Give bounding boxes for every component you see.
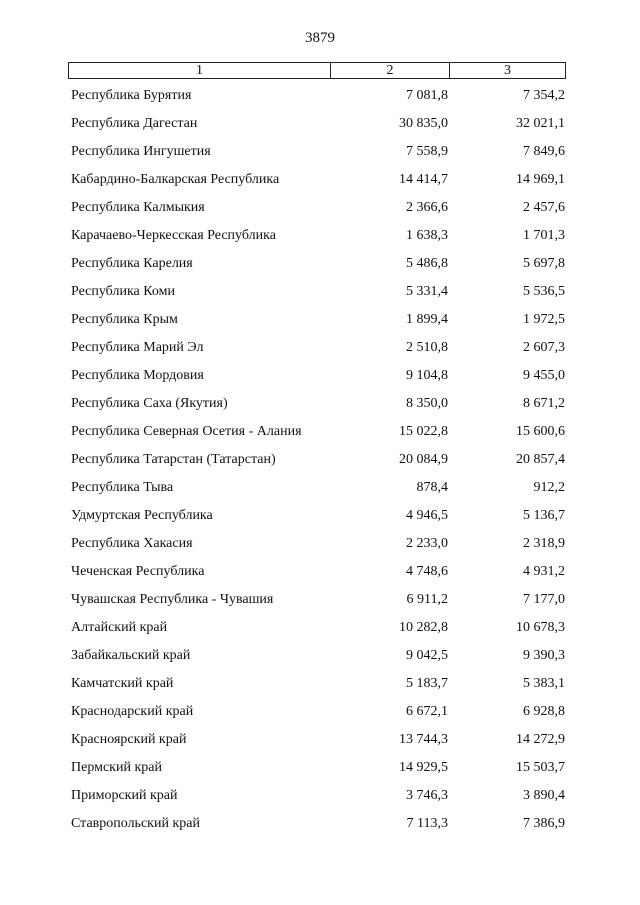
value-col3: 8 671,2 [523, 396, 565, 411]
table-row [68, 586, 566, 614]
value-col2: 9 042,5 [406, 648, 448, 663]
table-row [68, 474, 566, 502]
table-row [68, 390, 566, 418]
value-col2: 8 350,0 [406, 396, 448, 411]
region-name: Республика Мордовия [71, 368, 204, 383]
value-col3: 9 390,3 [523, 648, 565, 663]
region-name: Республика Карелия [71, 256, 193, 271]
region-name: Республика Хакасия [71, 536, 193, 551]
value-col3: 912,2 [533, 480, 565, 495]
value-col3: 5 697,8 [523, 256, 565, 271]
value-col2: 878,4 [416, 480, 448, 495]
value-col2: 5 331,4 [406, 284, 448, 299]
table-row [68, 558, 566, 586]
table-row [68, 166, 566, 194]
value-col3: 15 503,7 [516, 760, 565, 775]
table-row [68, 334, 566, 362]
region-name: Приморский край [71, 788, 178, 803]
table-row [68, 782, 566, 810]
value-col2: 4 946,5 [406, 508, 448, 523]
table-body [68, 82, 566, 838]
table-row [68, 278, 566, 306]
value-col2: 13 744,3 [399, 732, 448, 747]
value-col2: 15 022,8 [399, 424, 448, 439]
table-row [68, 726, 566, 754]
value-col3: 5 383,1 [523, 676, 565, 691]
table-header [68, 62, 566, 79]
value-col2: 6 911,2 [406, 592, 448, 607]
table-row [68, 446, 566, 474]
value-col3: 3 890,4 [523, 788, 565, 803]
value-col2: 7 081,8 [406, 88, 448, 103]
page-number: 3879 [305, 30, 335, 46]
value-col3: 1 972,5 [523, 312, 565, 327]
table-row [68, 670, 566, 698]
table-row [68, 110, 566, 138]
value-col2: 20 084,9 [399, 452, 448, 467]
value-col2: 14 929,5 [399, 760, 448, 775]
region-name: Республика Марий Эл [71, 340, 204, 355]
region-name: Республика Крым [71, 312, 178, 327]
value-col2: 2 233,0 [406, 536, 448, 551]
value-col3: 9 455,0 [523, 368, 565, 383]
value-col3: 7 354,2 [523, 88, 565, 103]
region-name: Республика Тыва [71, 480, 174, 495]
value-col3: 1 701,3 [523, 228, 565, 243]
table-row [68, 306, 566, 334]
value-col3: 5 536,5 [523, 284, 565, 299]
region-name: Забайкальский край [71, 648, 191, 663]
region-name: Республика Дагестан [71, 116, 198, 131]
column-header-1: 1 [69, 63, 331, 78]
value-col2: 5 183,7 [406, 676, 448, 691]
value-col3: 7 177,0 [523, 592, 565, 607]
value-col2: 5 486,8 [406, 256, 448, 271]
table-row [68, 642, 566, 670]
region-name: Республика Саха (Якутия) [71, 396, 228, 411]
value-col2: 1 899,4 [406, 312, 448, 327]
table-row [68, 418, 566, 446]
table-row [68, 194, 566, 222]
value-col3: 6 928,8 [523, 704, 565, 719]
value-col2: 10 282,8 [399, 620, 448, 635]
table-row [68, 810, 566, 838]
region-name: Чеченская Республика [71, 564, 205, 579]
value-col3: 7 386,9 [523, 816, 565, 831]
value-col2: 9 104,8 [406, 368, 448, 383]
region-name: Ставропольский край [71, 816, 200, 831]
column-header-2: 2 [331, 63, 450, 78]
region-name: Карачаево-Черкесская Республика [71, 228, 276, 243]
value-col2: 4 748,6 [406, 564, 448, 579]
table-row [68, 502, 566, 530]
value-col3: 2 318,9 [523, 536, 565, 551]
region-name: Красноярский край [71, 732, 187, 747]
value-col3: 2 607,3 [523, 340, 565, 355]
value-col3: 2 457,6 [523, 200, 565, 215]
value-col3: 15 600,6 [516, 424, 565, 439]
value-col3: 14 969,1 [516, 172, 565, 187]
value-col3: 20 857,4 [516, 452, 565, 467]
table-row [68, 138, 566, 166]
table-row [68, 222, 566, 250]
table-row [68, 698, 566, 726]
region-name: Республика Бурятия [71, 88, 192, 103]
table-row [68, 614, 566, 642]
region-name: Пермский край [71, 760, 162, 775]
value-col2: 14 414,7 [399, 172, 448, 187]
region-name: Камчатский край [71, 676, 174, 691]
value-col3: 5 136,7 [523, 508, 565, 523]
region-name: Республика Коми [71, 284, 175, 299]
table-row [68, 250, 566, 278]
value-col2: 1 638,3 [406, 228, 448, 243]
region-name: Чувашская Республика - Чувашия [71, 592, 274, 607]
region-name: Кабардино-Балкарская Республика [71, 172, 280, 187]
region-name: Краснодарский край [71, 704, 194, 719]
region-name: Республика Северная Осетия - Алания [71, 424, 302, 439]
value-col2: 2 510,8 [406, 340, 448, 355]
value-col3: 32 021,1 [516, 116, 565, 131]
value-col2: 7 558,9 [406, 144, 448, 159]
value-col3: 10 678,3 [516, 620, 565, 635]
table-row [68, 530, 566, 558]
value-col2: 7 113,3 [406, 816, 448, 831]
value-col2: 3 746,3 [406, 788, 448, 803]
value-col3: 7 849,6 [523, 144, 565, 159]
region-name: Удмуртская Республика [71, 508, 213, 523]
table-row [68, 754, 566, 782]
region-name: Республика Татарстан (Татарстан) [71, 452, 276, 467]
region-name: Алтайский край [71, 620, 168, 635]
value-col2: 2 366,6 [406, 200, 448, 215]
column-header-3: 3 [504, 63, 511, 78]
region-name: Республика Калмыкия [71, 200, 205, 215]
value-col3: 14 272,9 [516, 732, 565, 747]
value-col3: 4 931,2 [523, 564, 565, 579]
value-col2: 30 835,0 [399, 116, 448, 131]
value-col2: 6 672,1 [406, 704, 448, 719]
region-name: Республика Ингушетия [71, 144, 211, 159]
table-row [68, 82, 566, 110]
table-row [68, 362, 566, 390]
